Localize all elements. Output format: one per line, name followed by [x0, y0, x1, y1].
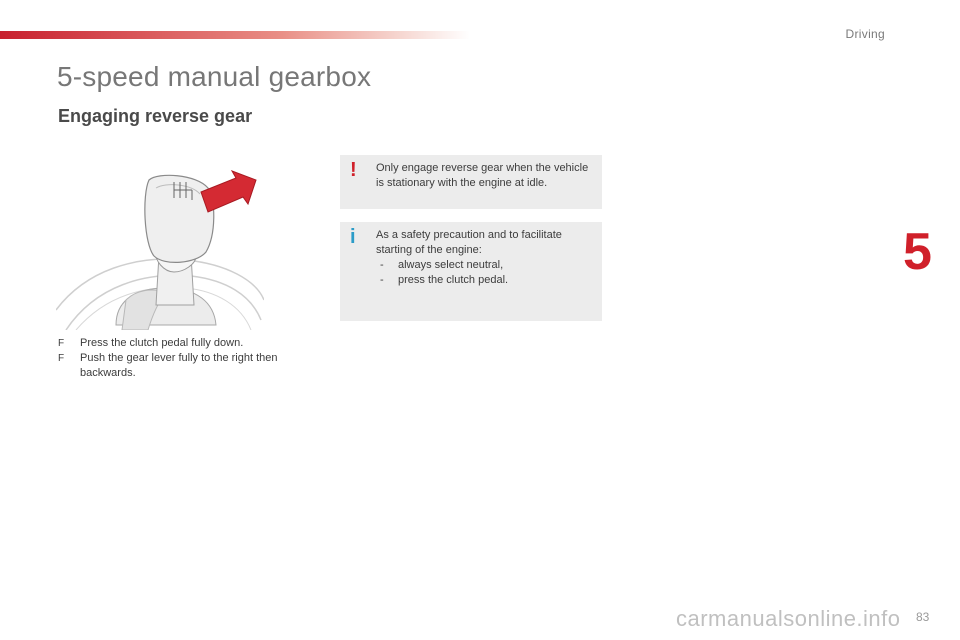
chapter-number: 5	[903, 223, 932, 281]
info-box	[340, 222, 602, 321]
info-icon: i	[350, 226, 356, 248]
step-text: Push the gear lever fully to the right then backwards.	[80, 352, 278, 379]
info-item-text: press the clutch pedal.	[398, 274, 509, 286]
info-list-item	[376, 258, 594, 273]
watermark: carmanualsonline.info	[676, 606, 901, 631]
info-list	[376, 258, 594, 288]
info-intro: As a safety precaution and to facilitate starting of the engine:	[376, 229, 562, 256]
header-accent-bar	[0, 31, 470, 39]
step-item	[58, 336, 318, 351]
info-content	[376, 228, 594, 288]
info-item-text: always select neutral,	[398, 259, 504, 271]
gear-lever-illustration	[56, 160, 264, 330]
instruction-steps	[58, 336, 318, 381]
warning-exclamation-icon: !	[350, 159, 357, 181]
page-number: 83	[916, 610, 930, 624]
page-title: 5-speed manual gearbox	[57, 61, 372, 92]
warning-box	[340, 155, 602, 209]
warning-text: Only engage reverse gear when the vehicle is stationary with the engine at idle.	[376, 162, 589, 189]
info-list-item	[376, 273, 594, 288]
list-dash: -	[380, 259, 384, 271]
step-bullet: F	[58, 338, 65, 349]
step-text: Press the clutch pedal fully down.	[80, 337, 244, 349]
list-dash: -	[380, 274, 384, 286]
step-item	[58, 351, 318, 381]
section-label: Driving	[845, 27, 885, 41]
step-bullet: F	[58, 353, 65, 364]
section-subtitle: Engaging reverse gear	[58, 106, 253, 126]
